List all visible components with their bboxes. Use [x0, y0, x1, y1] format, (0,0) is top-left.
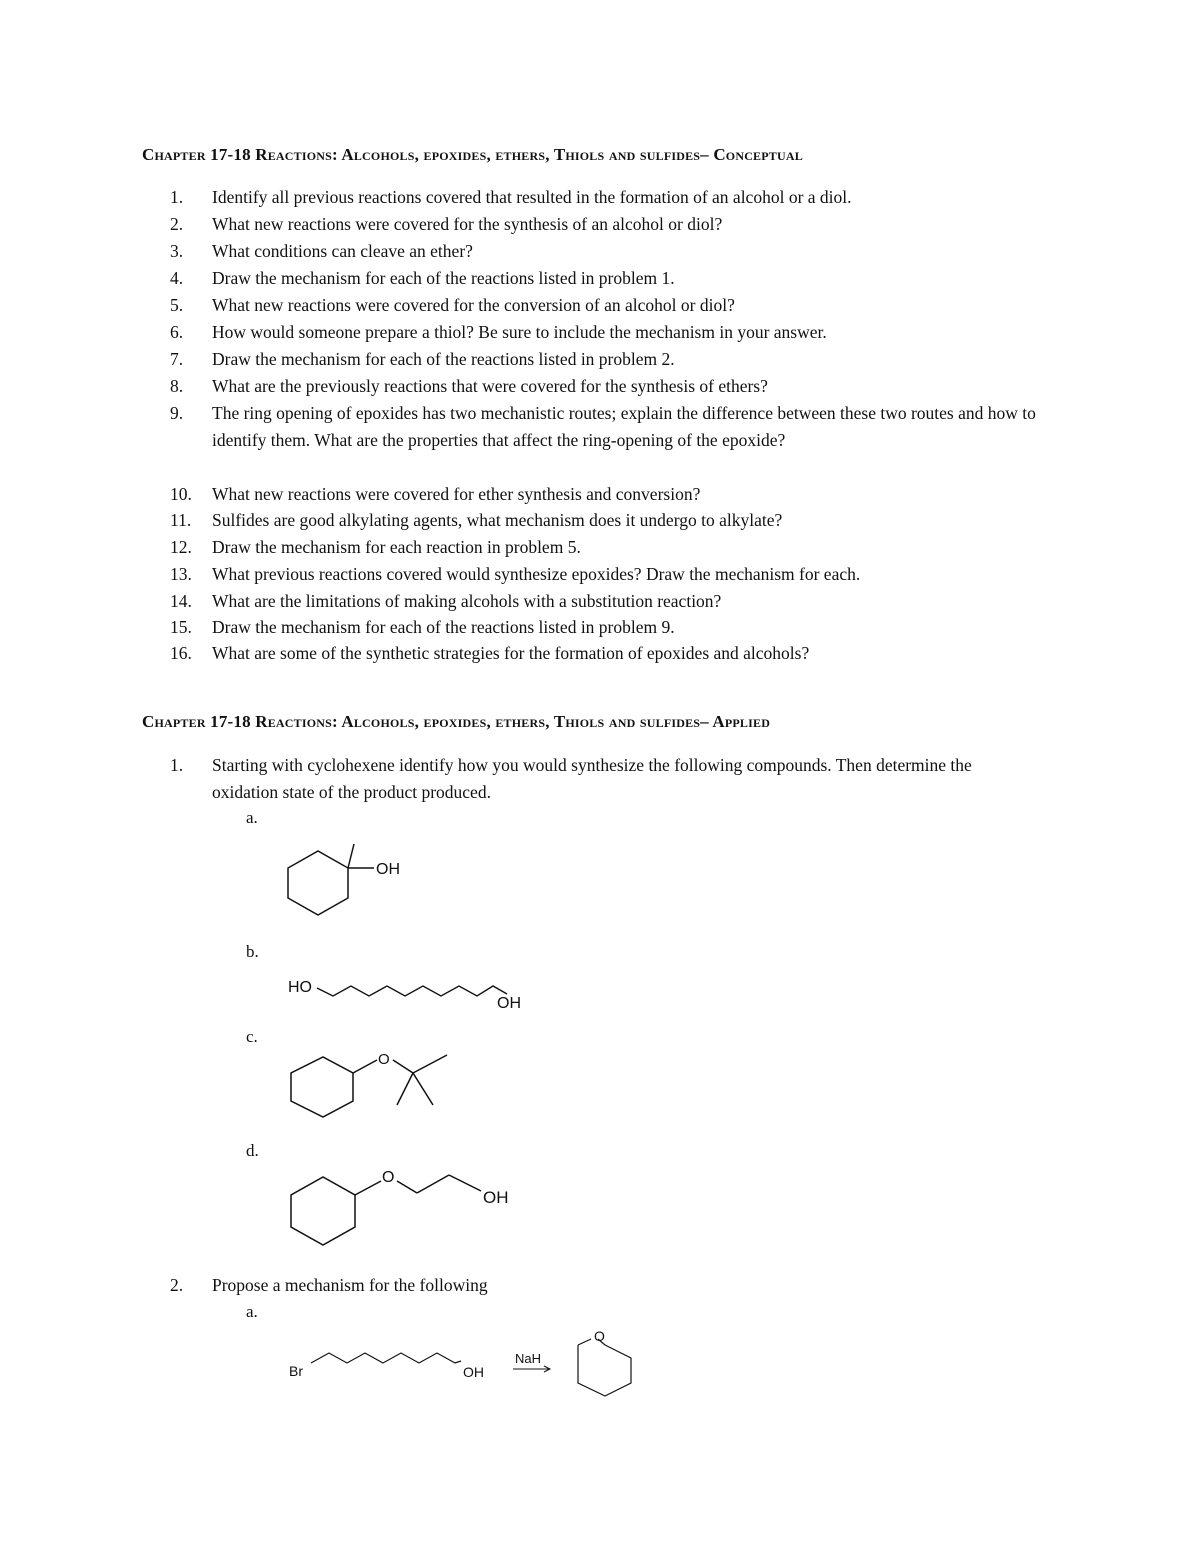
question-text: The ring opening of epoxides has two mechanistic routes; explain the difference between these two routes and how to identify them. What are the properties that affect the ring-opening of the epoxide?	[212, 403, 1036, 450]
question-number: 7.	[170, 349, 184, 369]
question-text: Draw the mechanism for each of the reactions listed in problem 1.	[212, 268, 675, 288]
oh-label: OH	[463, 1364, 484, 1380]
oxygen-label: O	[594, 1328, 605, 1344]
bromine-label: Br	[289, 1363, 303, 1379]
question-text: What are the previously reactions that were covered for the synthesis of ethers?	[212, 376, 768, 396]
structure-c	[285, 1045, 475, 1125]
section-heading-applied: Chapter 17-18 Reactions: Alcohols, epoxides, ethers, Thiols and sulfides– Applied	[142, 712, 771, 731]
subpart-label: a.	[246, 1302, 258, 1321]
question-text: Identify all previous reactions covered that resulted in the formation of an alcohol or a diol.	[212, 187, 852, 207]
oxygen-label: O	[378, 1051, 390, 1068]
structure-d	[285, 1165, 525, 1255]
reagent-label: NaH	[515, 1351, 542, 1366]
subpart-label: c.	[246, 1027, 258, 1046]
question-text: What previous reactions covered would synthesize epoxides? Draw the mechanism for each.	[212, 564, 861, 584]
oh-label: OH	[483, 1188, 509, 1207]
subpart-label: b.	[246, 942, 259, 961]
question-number: 1.	[170, 187, 184, 207]
question-number: 15.	[170, 617, 192, 637]
question-text: Starting with cyclohexene identify how you would synthesize the following compounds. Then determine the oxidation state of the product produced.	[212, 755, 972, 802]
structure-a	[280, 840, 420, 935]
oh-label: OH	[376, 861, 400, 878]
subpart-label: d.	[246, 1141, 259, 1160]
question-text: What are the limitations of making alcohols with a substitution reaction?	[212, 591, 722, 611]
oh-label: OH	[497, 995, 521, 1012]
ho-label: HO	[288, 979, 312, 996]
question-number: 11.	[170, 510, 192, 530]
question-number: 1.	[170, 755, 184, 775]
question-number: 16.	[170, 643, 192, 663]
question-text: Draw the mechanism for each reaction in problem 5.	[212, 537, 581, 557]
question-number: 2.	[170, 1275, 184, 1295]
question-number: 5.	[170, 295, 184, 315]
subpart-label: a.	[246, 808, 258, 827]
oxygen-label: O	[382, 1169, 395, 1186]
question-number: 8.	[170, 376, 184, 396]
question-text: What new reactions were covered for ether synthesis and conversion?	[212, 484, 701, 504]
question-number: 13.	[170, 564, 192, 584]
question-number: 14.	[170, 591, 192, 611]
question-text: Propose a mechanism for the following	[212, 1275, 488, 1295]
question-text: Draw the mechanism for each of the reactions listed in problem 9.	[212, 617, 675, 637]
question-number: 10.	[170, 484, 192, 504]
question-number: 12.	[170, 537, 192, 557]
question-number: 3.	[170, 241, 184, 261]
question-text: What new reactions were covered for the synthesis of an alcohol or diol?	[212, 214, 723, 234]
structure-b	[285, 972, 545, 1017]
question-number: 2.	[170, 214, 184, 234]
question-text: Sulfides are good alkylating agents, what mechanism does it undergo to alkylate?	[212, 510, 783, 530]
reaction-q2a	[285, 1325, 645, 1405]
question-text: How would someone prepare a thiol? Be sure to include the mechanism in your answer.	[212, 322, 827, 342]
question-number: 9.	[170, 403, 184, 423]
question-number: 4.	[170, 268, 184, 288]
question-text: What are some of the synthetic strategies for the formation of epoxides and alcohols?	[212, 643, 810, 663]
question-text: What conditions can cleave an ether?	[212, 241, 473, 261]
question-number: 6.	[170, 322, 184, 342]
question-text: Draw the mechanism for each of the reactions listed in problem 2.	[212, 349, 675, 369]
question-text: What new reactions were covered for the conversion of an alcohol or diol?	[212, 295, 735, 315]
section-heading-conceptual: Chapter 17-18 Reactions: Alcohols, epoxides, ethers, Thiols and sulfides– Conceptual	[142, 145, 803, 164]
